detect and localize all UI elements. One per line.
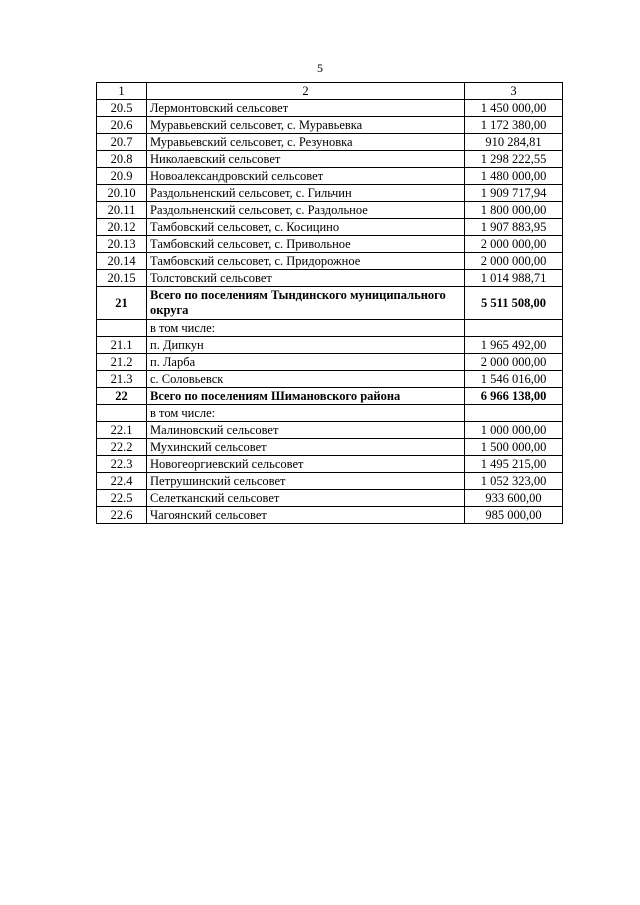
row-amount: 1 909 717,94 (465, 185, 563, 202)
row-name: Лермонтовский сельсовет (147, 100, 465, 117)
row-number: 22.2 (97, 439, 147, 456)
table-row (97, 371, 563, 388)
header-col-3: 3 (465, 83, 563, 100)
row-amount: 1 052 323,00 (465, 473, 563, 490)
row-number: 20.14 (97, 253, 147, 270)
allocation-table (96, 82, 563, 524)
row-number (97, 405, 147, 422)
table-row (97, 168, 563, 185)
table-row (97, 354, 563, 371)
page-number: 5 (317, 61, 323, 75)
header-col-1: 1 (97, 83, 147, 100)
row-name: Тамбовский сельсовет, с. Косицино (147, 219, 465, 236)
row-amount (465, 320, 563, 337)
subtotal-row (97, 287, 563, 320)
row-number: 20.10 (97, 185, 147, 202)
table-row (97, 456, 563, 473)
row-amount: 1 800 000,00 (465, 202, 563, 219)
row-amount: 1 480 000,00 (465, 168, 563, 185)
row-name: п. Дипкун (147, 337, 465, 354)
table-row (97, 236, 563, 253)
table-row (97, 219, 563, 236)
row-name: Муравьевский сельсовет, с. Резуновка (147, 134, 465, 151)
row-amount: 5 511 508,00 (465, 287, 563, 320)
table-row (97, 320, 563, 337)
row-name: Николаевский сельсовет (147, 151, 465, 168)
row-number: 21.1 (97, 337, 147, 354)
row-number: 20.8 (97, 151, 147, 168)
subtotal-row (97, 388, 563, 405)
row-name: Тамбовский сельсовет, с. Привольное (147, 236, 465, 253)
row-amount: 6 966 138,00 (465, 388, 563, 405)
row-name: в том числе: (147, 405, 465, 422)
table-row (97, 405, 563, 422)
row-amount: 1 450 000,00 (465, 100, 563, 117)
table-row (97, 337, 563, 354)
row-name: с. Соловьевск (147, 371, 465, 388)
row-amount: 1 965 492,00 (465, 337, 563, 354)
header-col-2: 2 (147, 83, 465, 100)
table-row (97, 270, 563, 287)
table-row (97, 507, 563, 524)
row-number: 20.12 (97, 219, 147, 236)
row-name: Петрушинский сельсовет (147, 473, 465, 490)
row-amount: 2 000 000,00 (465, 354, 563, 371)
row-amount: 1 500 000,00 (465, 439, 563, 456)
table-row (97, 422, 563, 439)
row-amount: 1 907 883,95 (465, 219, 563, 236)
row-name: Всего по поселениям Тындинского муниципального округа (147, 287, 465, 320)
row-name: Тамбовский сельсовет, с. Придорожное (147, 253, 465, 270)
row-name: п. Ларба (147, 354, 465, 371)
row-name: Муравьевский сельсовет, с. Муравьевка (147, 117, 465, 134)
row-name: Новоалександровский сельсовет (147, 168, 465, 185)
row-amount: 910 284,81 (465, 134, 563, 151)
table-row (97, 134, 563, 151)
table-row (97, 100, 563, 117)
row-amount: 1 014 988,71 (465, 270, 563, 287)
row-name: Новогеоргиевский сельсовет (147, 456, 465, 473)
table-row (97, 253, 563, 270)
row-number: 21.3 (97, 371, 147, 388)
table-row (97, 117, 563, 134)
row-number: 20.5 (97, 100, 147, 117)
row-name: Раздольненский сельсовет, с. Раздольное (147, 202, 465, 219)
table-header-row (97, 83, 563, 100)
row-name: Раздольненский сельсовет, с. Гильчин (147, 185, 465, 202)
row-number: 20.9 (97, 168, 147, 185)
row-number: 21.2 (97, 354, 147, 371)
row-number: 20.15 (97, 270, 147, 287)
row-name: Всего по поселениям Шимановского района (147, 388, 465, 405)
table-row (97, 439, 563, 456)
row-name: Селетканский сельсовет (147, 490, 465, 507)
row-name: в том числе: (147, 320, 465, 337)
row-name: Толстовский сельсовет (147, 270, 465, 287)
row-amount: 933 600,00 (465, 490, 563, 507)
row-number: 20.13 (97, 236, 147, 253)
table-row (97, 202, 563, 219)
row-amount: 2 000 000,00 (465, 253, 563, 270)
row-amount: 1 172 380,00 (465, 117, 563, 134)
row-amount (465, 405, 563, 422)
table-row (97, 185, 563, 202)
row-number: 21 (97, 287, 147, 320)
row-amount: 985 000,00 (465, 507, 563, 524)
row-name: Мухинский сельсовет (147, 439, 465, 456)
table-row (97, 490, 563, 507)
row-number: 22.4 (97, 473, 147, 490)
row-amount: 2 000 000,00 (465, 236, 563, 253)
row-amount: 1 000 000,00 (465, 422, 563, 439)
row-number: 22 (97, 388, 147, 405)
table-row (97, 151, 563, 168)
row-number (97, 320, 147, 337)
row-name: Чагоянский сельсовет (147, 507, 465, 524)
row-amount: 1 298 222,55 (465, 151, 563, 168)
row-number: 20.11 (97, 202, 147, 219)
row-number: 22.6 (97, 507, 147, 524)
row-number: 22.5 (97, 490, 147, 507)
row-amount: 1 546 016,00 (465, 371, 563, 388)
row-number: 22.1 (97, 422, 147, 439)
row-number: 20.7 (97, 134, 147, 151)
row-name: Малиновский сельсовет (147, 422, 465, 439)
row-number: 20.6 (97, 117, 147, 134)
row-number: 22.3 (97, 456, 147, 473)
table-row (97, 473, 563, 490)
row-amount: 1 495 215,00 (465, 456, 563, 473)
